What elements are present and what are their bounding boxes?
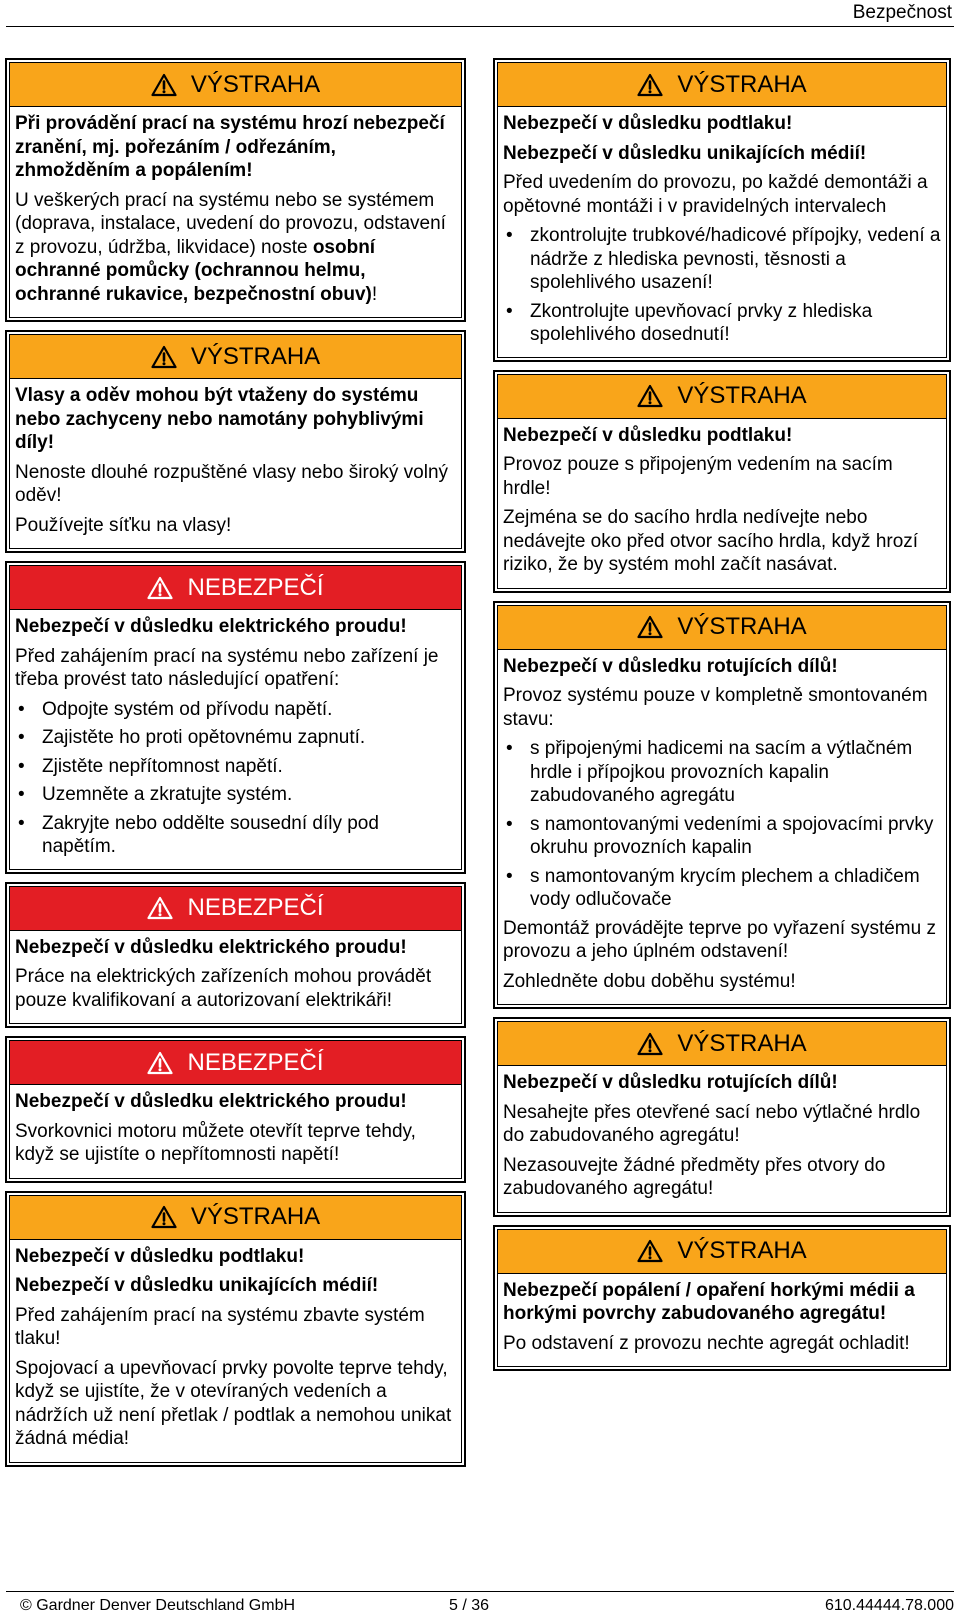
notice-body [10,931,461,1013]
safety-notice-box [5,330,466,553]
footer-page-number: 5 / 36 [449,1597,490,1614]
danger-header [10,566,461,610]
safety-notice-inner [9,565,462,870]
page-footer [6,1591,954,1622]
list-item: • Zkontrolujte upevňovací prvky z hlediska spolehlivého dosednutí! [503,300,941,347]
safety-notice-inner [9,62,462,318]
left-column [5,58,466,1475]
danger-header [10,887,461,931]
notice-text: Zohledněte dobu doběhu systému! [503,970,796,992]
right-column [493,58,951,1379]
notice-text: Svorkovnici motoru můžete otevřít teprve tehdy, když se ujistíte o nepřítomnosti napětí! [15,1120,416,1165]
warning-header [10,335,461,379]
warning-header [498,63,946,107]
notice-title: VÝSTRAHA [677,1237,807,1264]
notice-body [10,610,461,859]
list-item: • s namontovaným krycím plechem a chladičem vody odlučovače [503,865,941,912]
safety-notice-box [493,1017,951,1217]
notice-emphasis: osobní ochranné pomůcky (ochrannou helmu, ochranné rukavice, bezpečnostní obuv) [15,236,376,305]
page-header [6,0,954,27]
notice-text-part: ! [371,283,378,305]
list-item: • Uzemněte a zkratujte systém. [15,783,456,807]
notice-text: Před zahájením prací na systému nebo zařízení je třeba provést tato následující opatření: [15,645,439,690]
notice-body [10,107,461,306]
safety-notice-inner [497,62,947,358]
notice-body [498,650,946,994]
notice-text: Provoz pouze s připojeným vedením na sacím hrdle! [503,454,893,499]
notice-text-part: U veškerých prací na systému nebo se systémem (doprava, instalace, uvedení do provozu, odstavení z provozu, údržba, likvidace) noste [15,189,446,258]
notice-hazard: Vlasy a oděv mohou být vtaženy do systému nebo zachyceny nebo namotány pohyblivými díly! [15,385,424,453]
notice-hazard: Při provádění prací na systému hrozí nebezpečí zranění, mj. pořezáním / odřezáním, zhmožděním a popálením! [15,113,445,181]
warning-triangle-icon [637,384,663,408]
notice-title: NEBEZPEČÍ [187,894,324,921]
notice-title: NEBEZPEČÍ [187,1048,324,1076]
safety-notice-box [5,1191,466,1467]
notice-body [10,379,461,537]
warning-triangle-icon [637,73,663,97]
warning-header [10,63,461,107]
notice-text: Demontáž provádějte teprve po vyřazení systému z provozu a jeho úplném odstavení! [503,917,936,962]
notice-body [498,1066,946,1201]
notice-hazard: Nebezpečí v důsledku rotujících dílů! [503,1072,838,1093]
notice-hazard: Nebezpečí v důsledku elektrického proudu! [15,936,407,958]
warning-triangle-icon [147,896,173,920]
notice-hazard: Nebezpečí v důsledku podtlaku! [503,424,793,446]
notice-title: VÝSTRAHA [677,70,807,98]
safety-notice-inner [497,605,947,1006]
notice-hazard: Nebezpečí v důsledku rotujících dílů! [503,655,838,677]
notice-title: VÝSTRAHA [677,1029,807,1057]
footer-document-number: 610.44444.78.000 [824,1597,954,1614]
safety-notice-box [493,1225,951,1372]
list-item: • Zjistěte nepřítomnost napětí. [15,755,456,779]
notice-title: VÝSTRAHA [190,342,321,370]
notice-text: Po odstavení z provozu nechte agregát ochladit! [503,1332,910,1354]
notice-title: VÝSTRAHA [677,613,807,640]
safety-notice-box [493,58,951,362]
list-item: • s namontovanými vedeními a spojovacími prvky okruhu provozních kapalin [503,813,941,860]
notice-text: Nesahejte přes otevřené sací nebo výtlačné hrdlo do zabudovaného agregátu! [503,1101,921,1146]
safety-notice-inner [9,1195,462,1463]
warning-header [498,1230,946,1274]
notice-list [15,698,456,859]
notice-body [498,107,946,347]
list-item: • s připojenými hadicemi na sacím a výtlačném hrdle i přípojkou provozních kapalin zabudovaného agregátu [503,737,941,808]
notice-list [503,224,941,347]
safety-notice-inner [9,334,462,549]
notice-body [10,1240,461,1451]
warning-triangle-icon [151,1205,177,1229]
safety-notice-inner [497,374,947,589]
safety-notice-box [5,58,466,322]
section-title: Bezpečnost [852,2,952,23]
notice-text: Práce na elektrických zařízeních mohou provádět pouze kvalifikovaní a autorizovaní elektrikáři! [15,966,432,1011]
safety-notice-inner [9,886,462,1025]
notice-hazard: Nebezpečí v důsledku elektrického proudu! [15,616,407,637]
notice-title: NEBEZPEČÍ [187,573,324,601]
safety-notice-box [493,370,951,593]
footer-company: © Gardner Denver Deutschland GmbH [20,1597,296,1614]
danger-header [10,1041,461,1085]
warning-triangle-icon [147,1051,173,1075]
notice-title: VÝSTRAHA [677,382,807,409]
notice-hazard: Nebezpečí v důsledku unikajících médií! [503,142,867,164]
notice-title: VÝSTRAHA [190,1203,321,1230]
warning-header [10,1196,461,1240]
safety-notice-inner [497,1229,947,1368]
notice-list [503,737,941,912]
list-item: • zkontrolujte trubkové/hadicové přípojky, vedení a nádrže z hlediska pevnosti, těsnosti a spolehlivého usazení! [503,224,941,295]
notice-hazard: Nebezpečí v důsledku podtlaku! [15,1245,305,1267]
notice-text: Nenoste dlouhé rozpuštěné vlasy nebo široký volný oděv! [15,461,449,506]
notice-text: Nezasouvejte žádné předměty přes otvory do zabudovaného agregátu! [503,1154,886,1199]
warning-header [498,375,946,419]
safety-notice-box [5,561,466,874]
notice-text: Před uvedením do provozu, po každé demontáži a opětovné montáži i v pravidelných intervalech [503,172,928,217]
safety-notice-inner [9,1040,462,1179]
warning-triangle-icon [151,345,177,369]
list-item: • Zajistěte ho proti opětovnému zapnutí. [15,726,456,750]
warning-header [498,606,946,650]
notice-hazard: Nebezpečí v důsledku unikajících médií! [15,1275,379,1296]
notice-body [498,1274,946,1356]
warning-triangle-icon [637,1032,663,1056]
notice-body [10,1085,461,1167]
warning-triangle-icon [637,615,663,639]
safety-notice-box [5,882,466,1029]
safety-notice-box [493,601,951,1010]
list-item: • Odpojte systém od přívodu napětí. [15,698,456,722]
warning-triangle-icon [151,73,177,97]
notice-title: VÝSTRAHA [190,70,321,98]
warning-triangle-icon [637,1239,663,1263]
notice-hazard: Nebezpečí v důsledku elektrického proudu! [15,1091,407,1112]
safety-notice-box [5,1036,466,1183]
safety-notice-inner [497,1021,947,1213]
warning-triangle-icon [147,576,173,600]
list-item: • Zakryjte nebo oddělte sousední díly pod napětím. [15,812,456,859]
notice-text [15,189,456,307]
notice-body [498,419,946,577]
notice-text: Používejte síťku na vlasy! [15,514,232,536]
warning-header [498,1022,946,1066]
notice-text: Před zahájením prací na systému zbavte systém tlaku! [15,1304,425,1349]
notice-hazard: Nebezpečí popálení / opaření horkými médii a horkými povrchy zabudovaného agregátu! [503,1279,915,1324]
notice-text: Spojovací a upevňovací prvky povolte teprve tehdy, když se ujistíte, že v otevíraných vedeních a nádržích už není přetlak / podtlak a nemohou unikat žádná média! [15,1357,452,1449]
notice-hazard: Nebezpečí v důsledku podtlaku! [503,113,793,134]
notice-text: Provoz systému pouze v kompletně smontovaném stavu: [503,685,928,730]
notice-text: Zejména se do sacího hrdla nedívejte nebo nedávejte oko před otvor sacího hrdla, když hrozí riziko, že by systém mohl začít nasávat. [503,507,919,575]
